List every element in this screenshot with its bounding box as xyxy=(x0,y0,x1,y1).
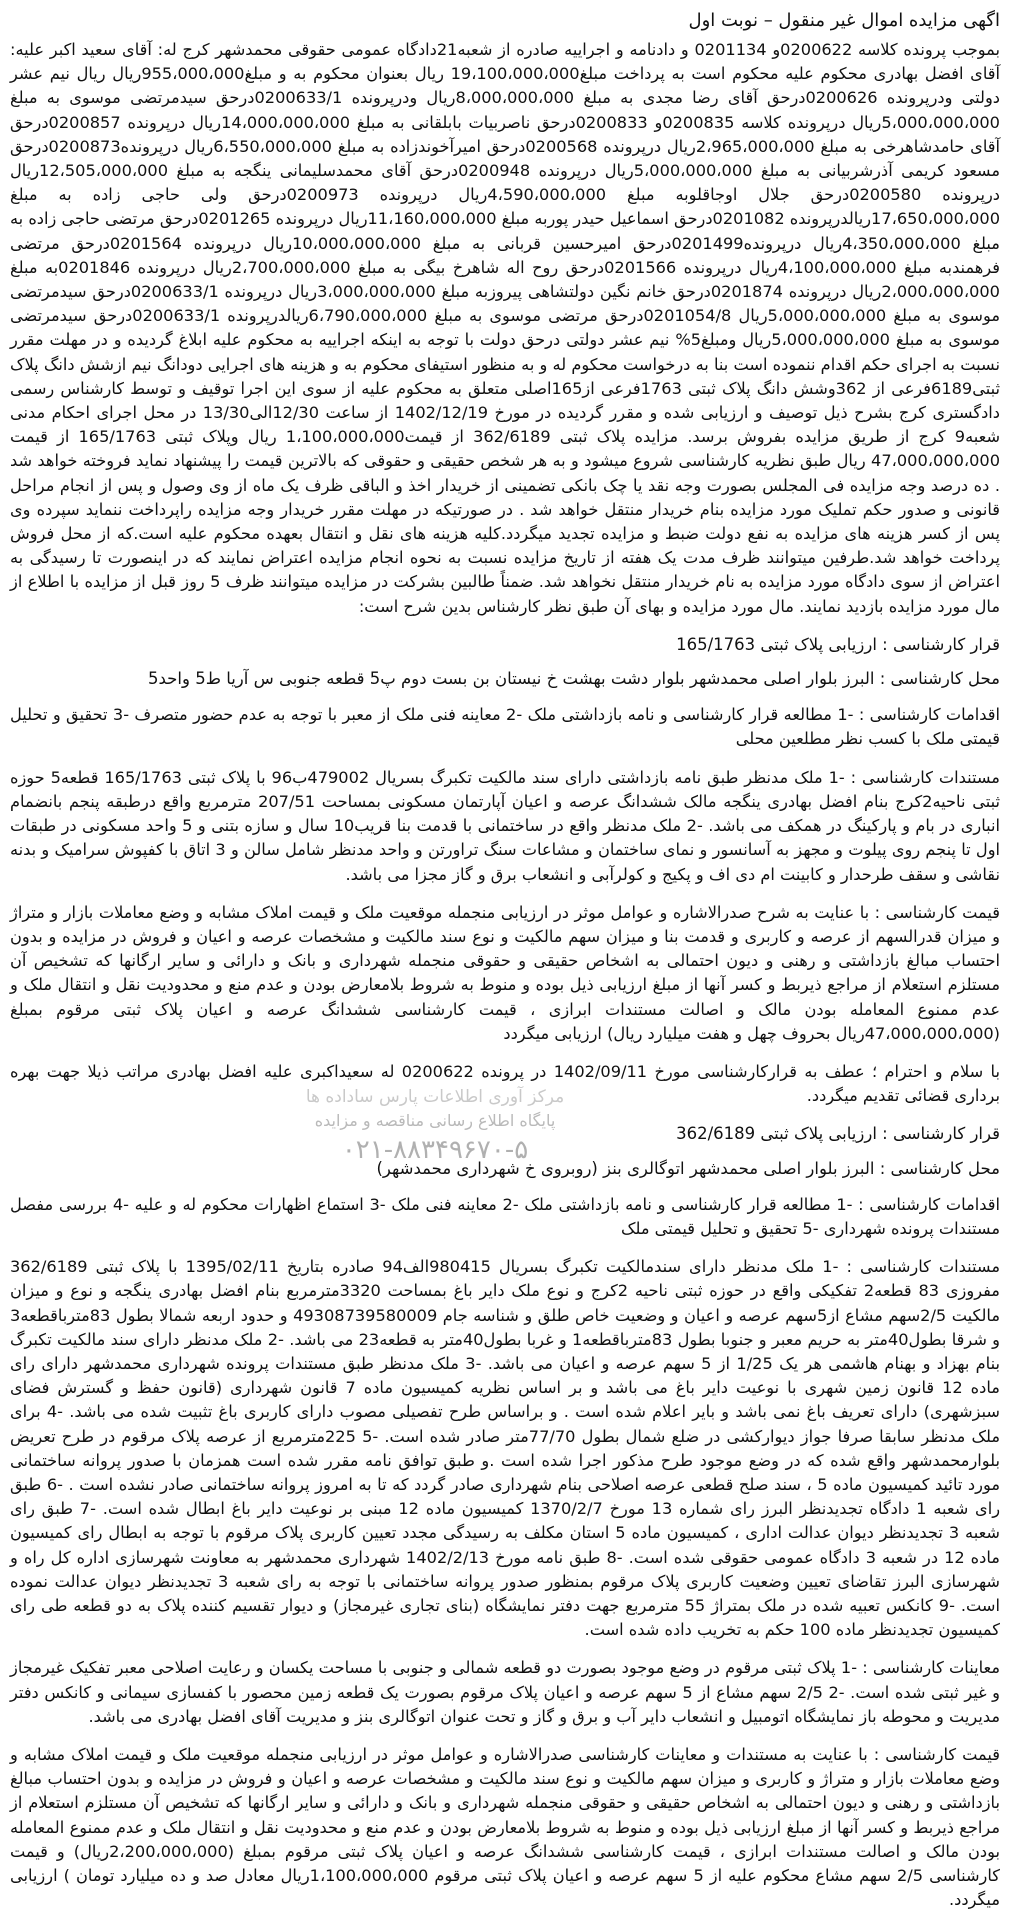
section1-actions-paragraph: اقدامات کارشناسی : -1 مطالعه قرار کارشناسی و نامه بازداشتی ملک -2 معاینه فنی ملک از معبر با توجه به عدم حضور متصرف -3 تحقیق و تحلیل قیمتی ملک با کسب نظر مطلعین محلی xyxy=(10,705,1000,749)
section2-title: قرار کارشناسی : ارزیابی پلاک ثبتی 362/6189 xyxy=(676,1124,1000,1144)
section2-valuation-paragraph: قیمت کارشناسی : با عنایت به مستندات و معاینات کارشناسی صدرالاشاره و عوامل موثر در ارزیابی منجمله موقعیت ملک و قیمت املاک مشابه و وضع معاملات بازار و متراژ و کاربری و میزان سهم مالکیت و نوع سند مالکیت و مشخصات عرصه و اعیان و فروش در مزایده و بدون احتساب مبالغ بازداشتی و رهنی و دیون احتمالی به اشخاص حقیقی و حقوقی منجمله شهرداری و بانک و دارائی و سایر ارگانها که تشخیص آن مستلزم استعلام از مراجع ذیربط و کسر آنها از مبلغ ارزیابی ذیل بوده و منوط به شروط بلامعارض بودن و عدم منع و محدودیت نقل و انتقال ملک و عدم ممنوع المعامله بودن مالک و اصالت مستندات ابرازی ، قیمت کارشناسی ششدانگ عرصه و اعیان پلاک ثبتی مرقوم بمبلغ (2،200،000،000ریال) و قیمت کارشناسی 2/5 سهم مشاع محکوم علیه از 5 سهم عرصه و اعیان پلاک ثبتی مرقوم 1،100،000،000ریال معادل صد و ده میلیارد تومان ) ارزیابی میگردد. xyxy=(10,1745,1000,1910)
section1-closing-paragraph: با سلام و احترام ؛ عطف به قرارکارشناسی مورخ 1402/09/11 در پرونده 0200622 له سعیداکبری علیه افضل بهادری مراتب ذیلا جهت بهره برداری قضائی تقدیم میگردد. xyxy=(10,1061,1000,1106)
section2-valuation xyxy=(10,1743,1000,1912)
watermark-line1: مرکز آوری اطلاعات پارس ساداده ها xyxy=(305,1087,565,1107)
section2-documents-paragraph: مستندات کارشناسی : -1 ملک مدنظر دارای سندمالکیت تکبرگ بسریال 980415الف94 صادره بتاریخ 1395/02/11 با پلاک ثبتی 362/6189 مفروزی 83 قطعه2 تفکیکی واقع در حوزه ثبتی ناحیه 2کرج و نوع ملک دایر باغ بمساحت 3320مترمربع بنام افضل بهادری ینگجه و نوع و میزان مالکیت 2/5سهم مشاع از5سهم عرصه و اعیان و وضعیت خاص طلق و شناسه جام 49308739580009 و حدود اربعه شمالا بطول 83مترباقطعه3 و شرقا بطول40متر به حریم معبر و جنوبا بطول 83مترباقطعه1 و غربا بطول40متر به قطعه23 می باشد. -2 ملک مدنظر دارای سند مالکیت تکبرگ بنام بهزاد و بهنام هاشمی هر یک 1/25 از 5 سهم عرصه و اعیان می باشد. -3 ملک مدنظر طبق مستندات پرونده شهرداری محمدشهر دارای رای ماده 12 قانون زمین شهری با نوعیت دایر باغ می باشد و بر اساس نظریه کمیسیون ماده 7 قانون شهرداری (قانون حفظ و گسترش فضای سبزشهری) دارای تعریف باغ نمی باشد و بایر اعلام شده است . و براساس طرح تفصیلی مصوب دارای کاربری باغ تثبیت شده می باشد. -4 برای ملک مدنظر سابقا صرفا جواز دیوارکشی در ضلع شمال بطول 77/70متر صادر شده است. -5 225مترمربع از عرصه پلاک مرقوم در طرح تعریض بلوارمحمدشهر واقع شده که در وضع موجود طرح مذکور اجرا شده است .و طبق توافق نامه مقرر شده است همزمان با صدور پروانه ساختمانی مورد تائید کمیسیون ماده 5 ، سند صلح قطعی عرصه اصلاحی بنام شهرداری صادر گردد که تا به امروز پروانه ساختمانی صادر نشده است . -6 طبق رای شعبه 1 دادگاه تجدیدنظر البرز رای شماره 13 مورخ 1370/2/7 کمیسیون ماده 12 مبنی بر نوعیت دایر باغ ابطال شده است. -7 طبق رای شعبه 3 تجدیدنظر دیوان عدالت اداری ، کمیسیون ماده 5 استان مکلف به رسیدگی مجدد تعیین کاربری پلاک مرقوم با توجه به ابطال رای کمیسیون ماده 12 در شعبه 3 دادگاه عمومی حقوقی شده است. -8 طبق نامه مورخ 1402/2/13 شهرداری محمدشهر به معاونت شهرسازی اداره کل راه و شهرسازی البرز تقاضای تعیین وضعیت کاربری پلاک مرقوم بمنظور صدور پروانه ساختمانی با توجه به رای شعبه 3 تجدیدنظر دیوان عدالت نموده است. -9 کانکس تعبیه شده در ملک بمتراژ 55 مترمربع جهت دفتر نمایشگاه (بنای تجاری غیرمجاز) و دیوار تقسیم کننده پلاک به دو قطعه طی رای کمیسیون تجدیدنظر ماده 100 حکم به تخریب داده شده است. xyxy=(10,1257,1001,1640)
watermark-line2: پایگاه اطلاع رسانی مناقصه و مزایده xyxy=(314,1111,556,1130)
auction-notice-document xyxy=(9,6,1001,1910)
notice-intro-paragraph: بموجب پرونده کلاسه 0200622و 0201134 و دادنامه و اجراییه صادره از شعبه21دادگاه عمومی حقوقی محمدشهر کرج له: آقای سعید اکبر علیه: آقای افضل بهادری محکوم علیه محکوم است به پرداخت مبلغ19،100،000،000 ریال بعنوان محکوم به و مبلغ955،000،000ریال ریال نیم عشر دولتی ودرپرونده 0200626درحق آقای رضا مجدی به مبلغ 8،000،000،000ریال ودرپرونده 0200633/1درحق سیدمرتضی موسوی به مبلغ 5،000،000،000ریال درپرونده کلاسه 0200835و 0200833درحق ناصربیات بابلقانی به مبلغ 14،000،000،000ریال درپرونده 0200857درحق آقای حامدشاهرخی به مبلغ 2،965،000،000ریال درپرونده 0200568درحق امیرآخوندزاده به مبلغ 6،550،000،000ریال درپرونده0200873درحق مسعود کریمی آذرشربیانی به مبلغ 5،000،000،000ریال درپرونده 0200948درحق آقای محمدسلیمانی ینگجه به مبلغ 12،505،000،000ریال درپرونده 0200580درحق جلال اوجاقلوبه مبلغ 4،590،000،000ریال درپرونده 0200973درحق ولی حاجی زاده به مبلغ 17،650،000،000ریالدرپرونده 0201082درحق اسماعیل حیدر پوربه مبلغ 11،160،000،000ریال درپرونده 0201265درحق مرتضی حاجی زاده به مبلغ 4،350،000،000ریال درپرونده0201499درحق امیرحسین قربانی به مبلغ 10،000،000،000ریال درپرونده 0201564درحق مرتضی فرهمندبه مبلغ 4،100،000،000ریال درپرونده 0201566درحق روح اله شاهرخ بیگی به مبلغ 2،700،000،000ریال درپرونده 0201846به مبلغ 2،000،000،000ریال درپرونده 0201874درحق خانم نگین دولتشاهی پیروزبه مبلغ 3،000،000،000ریال درپرونده 0200633/1درحق سیدمرتضی موسوی به مبلغ 5،000،000،000ریال 0201054/8درحق مرتضی موسوی به مبلغ 6،790،000،000ریالدرپرونده 0200633/1درحق سیدمرتضی موسوی به مبلغ 5،000،000،000ریال ومبلغ5% نیم عشر دولتی درحق دولت با توجه به اینکه اجراییه به محکوم علیه ابلاغ گردیده و در مهلت مقرر نسبت به اجرای حکم اقدام ننموده است بنا به درخواست محکوم له و به منظور استیفای محکوم به و هزینه های اجرایی دودانگ نیم ازشش دانگ پلاک ثبتی6189فرعی از 362وشش دانگ پلاک ثبتی 1763فرعی از165اصلی متعلق به محکوم علیه از سوی این اجرا توقیف و توسط کارشناس رسمی دادگستری کرج بشرح ذیل توصیف و ارزیابی شده و مقرر گردیده در مورخ 1402/12/19 از ساعت 12/30الی13/30 در محل اجرای احکام مدنی شعبه9 کرج از طریق مزایده بفروش برسد. مزایده پلاک ثبتی 362/6189 از قیمت1،100،000،000 ریال وپلاک ثبتی 165/1763 از قیمت 47،000،000،000 ریال طبق نظریه کارشناسی شروع میشود و به هر شخص حقیقی و حقوقی که بالاترین قیمت را پیشنهاد نماید فروخته خواهد شد . ده درصد وجه مزایده فی المجلس بصورت وجه نقد یا چک بانکی تضمینی از خریدار اخذ و الباقی ظرف یک ماه از وی وصول و پس از انجام مراحل قانونی و صدور حکم تملیک مورد مزایده بنام خریدار منتقل خواهد شد . در صورتیکه در مهلت مقرر خریدار وجه مزایده راپرداخت ننماید سپرده وی پس از کسر هزینه های مزایده به نفع دولت ضبط و مزایده تجدید میگردد.کلیه هزینه های نقل و انتقال بعهده محکوم علیه است.که از محل فروش پرداخت خواهد شد.طرفین میتوانند ظرف مدت یک هفته از تاریخ مزایده نسبت به نحوه انجام مزایده اعتراض نمایند که در اینصورت تا رسیدگی به اعتراض از سوی دادگاه مورد مزایده به نام خریدار منتقل نخواهد شد. ضمناً طالبین بشرکت در مزایده میتوانند ظرف 5 روز قبل از مزایده با اطلاع از مال مورد مزایده بازدید نمایند. مال مورد مزایده و بهای آن طبق نظر کارشناس بدین شرح است: xyxy=(9,40,1001,616)
section1-closing xyxy=(10,1060,1000,1108)
section2-documents xyxy=(10,1255,1000,1642)
notice-title: اگهی مزایده اموال غیر منقول – نوبت اول xyxy=(688,10,1000,31)
section2-inspections xyxy=(10,1656,1000,1729)
section1-location: محل کارشناسی : البرز بلوار اصلی محمدشهر بلوار دشت بهشت خ نیستان بن بست دوم پ5 قطعه جنوبی س آریا ط5 واحد5 xyxy=(148,669,1000,689)
section1-valuation-paragraph: قیمت کارشناسی : با عنایت به شرح صدرالاشاره و عوامل موثر در ارزیابی منجمله موقعیت ملک و قیمت املاک مشابه و وضع معاملات بازار و متراژ و میزان قدرالسهم از عرصه و کاربری و قدمت بنا و میزان سهم مالکیت و نوع سند مالکیت و مشخصات عرصه و اعیان و فروش در مزایده و بدون احتساب مبالغ بازداشتی و رهنی و دیون احتمالی به اشخاص حقیقی و حقوقی منجمله شهرداری و بانک و دارائی و سایر ارگانها که تشخیص آن مستلزم استعلام از مراجع ذیربط و کسر آنها از مبلغ ارزیابی ذیل بوده و منوط به شروط بلامعارض بودن و عدم منع و محدودیت نقل و انتقال ملک و عدم ممنوع المعامله بودن مالک و اصالت مستندات ابرازی ، قیمت کارشناسی ششدانگ عرصه و اعیان پلاک ثبتی مرقوم بمبلغ (47،000،000،000ریال بحروف چهل و هفت میلیارد ریال) ارزیابی میگردد xyxy=(10,902,1000,1043)
section1-valuation xyxy=(10,901,1000,1046)
section1-title: قرار کارشناسی : ارزیابی پلاک ثبتی 165/1763 xyxy=(676,634,1000,654)
section2-actions-paragraph: اقدامات کارشناسی : -1 مطالعه قرار کارشناسی و نامه بازداشتی ملک -2 معاینه فنی ملک -3 استماع اظهارات محکوم له و علیه -4 بررسی مفصل مستندات پرونده شهرداری -5 تحقیق و تحلیل قیمتی ملک xyxy=(10,1194,1000,1238)
section2-inspections-paragraph: معاینات کارشناسی : -1 پلاک ثبتی مرقوم در وضع موجود بصورت دو قطعه شمالی و جنوبی با مساحت یکسان و رعایت اصلاحی معبر تفکیک غیرمجاز و غیر ثبتی شده است. -2 2/5 سهم مشاع از 5 سهم عرصه و اعیان پلاک مرقوم بصورت یک قطعه زمین محصور با کفسازی سیمانی و کانکس دفتر مدیریت و محوطه باز نمایشگاه اتومبیل و انشعاب دایر آب و برق و گاز و تحت عنوان اتوگالری بنز و مدیریت آقای افضل بهادری می باشد. xyxy=(10,1658,1000,1726)
watermark-phone: ۰۲۱-۸۸۳۴۹۶۷۰-۵ xyxy=(341,1135,529,1165)
section1-documents-paragraph: مستندات کارشناسی : -1 ملک مدنظر طبق نامه بازداشتی دارای سند مالکیت تکبرگ بسریال 479002ب96 با پلاک ثبتی 165/1763 قطعه5 حوزه ثبتی ناحیه2کرج بنام افضل بهادری ینگجه مالک ششدانگ عرصه و اعیان آپارتمان مسکونی بمساحت 207/51 مترمربع واقع درطبقه پنجم بانضمام انباری در بام و پارکینگ در همکف می باشد. -2 ملک مدنظر واقع در ساختمانی با قدمت بنا قریب10 سال و سازه بتنی و 5 واحد مسکونی در طبقات اول تا پنجم روی پیلوت و مجهز به آسانسور و نمای ساختمان و مشاعات سنگ تراورتن و واحد مدنظر شامل سالن و 3 اتاق با کفپوش سرامیک و بدنه نقاشی و سقف طرحدار و کابینت ام دی اف و پکیج و کولرآبی و انشعاب برق و گاز مجزا می باشد. xyxy=(10,767,1001,884)
section2-location: محل کارشناسی : البرز بلوار اصلی محمدشهر اتوگالری بنز (روبروی خ شهرداری محمدشهر) xyxy=(376,1158,1000,1178)
notice-intro-section xyxy=(10,38,1000,619)
section1-documents xyxy=(10,766,1000,887)
section2-actions xyxy=(10,1193,1000,1241)
section1-actions xyxy=(10,703,1000,751)
